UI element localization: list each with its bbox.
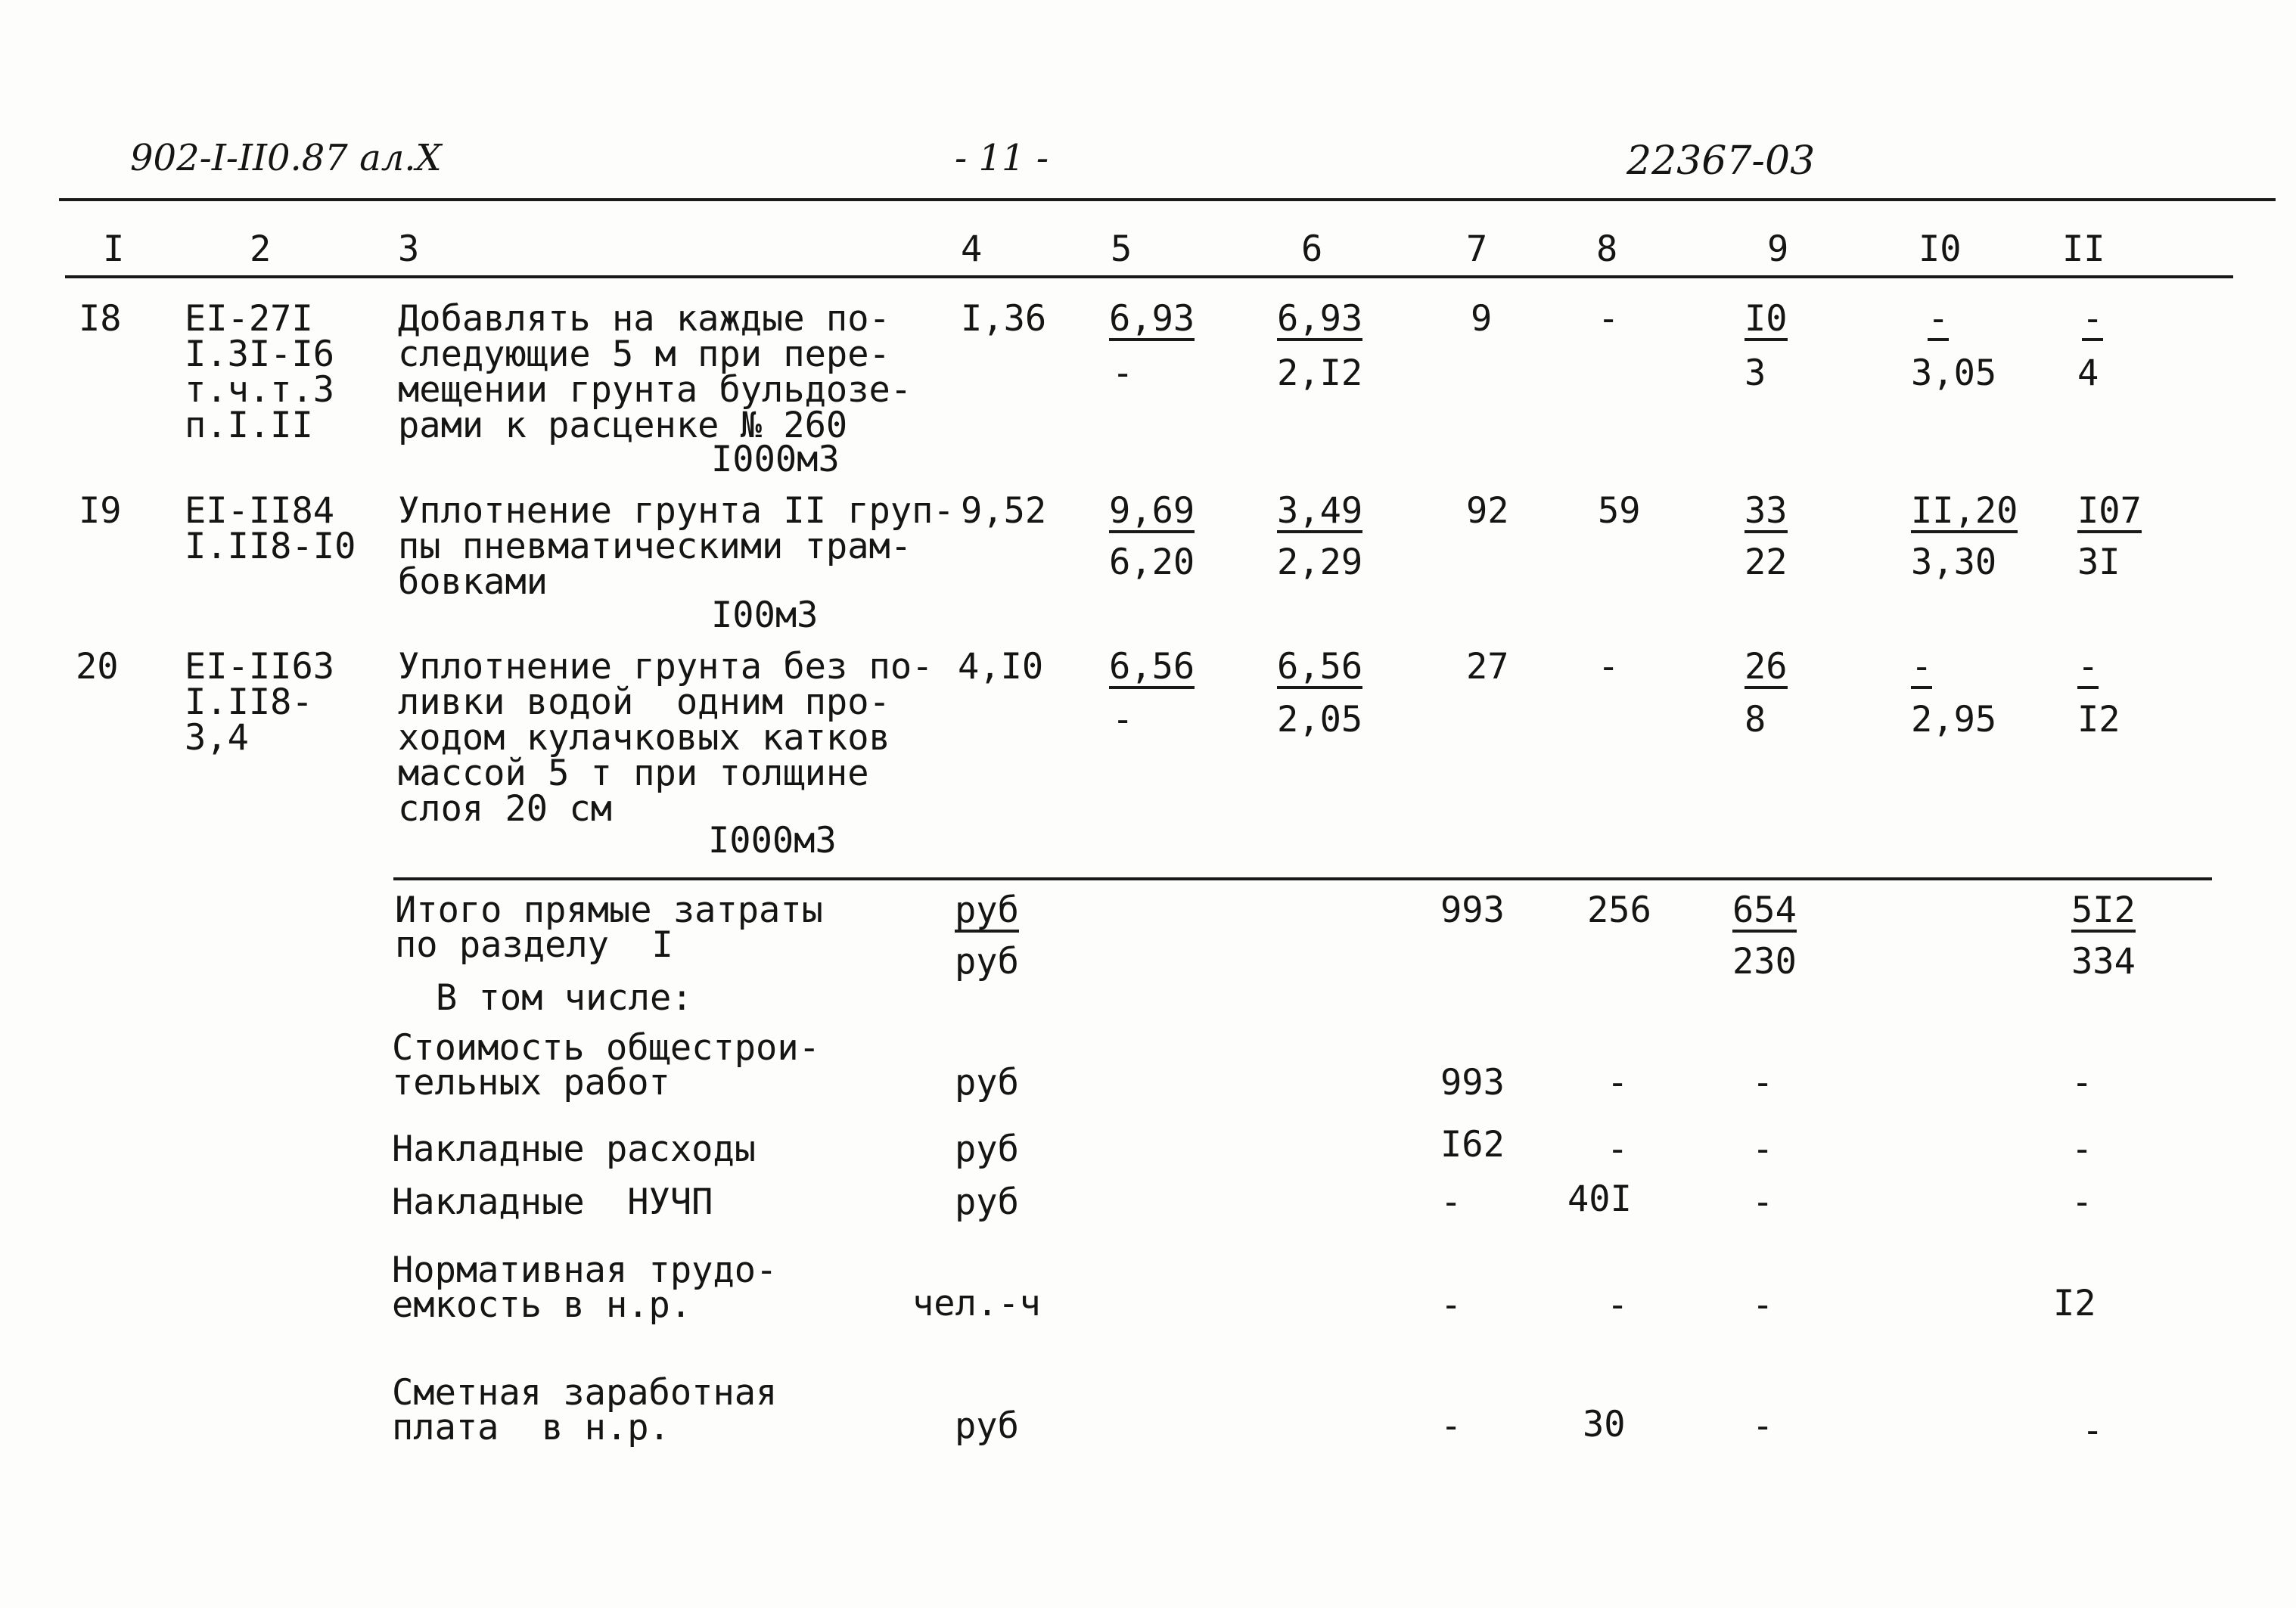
column-header-1: I xyxy=(103,228,125,270)
column-header-rule xyxy=(65,275,2233,278)
summary-item-label: Сметная заработная xyxy=(392,1372,778,1414)
summary-unit-bottom: руб xyxy=(955,941,1019,982)
summary-unit-top: руб xyxy=(955,889,1019,931)
total-cost: 9 xyxy=(1471,298,1493,340)
unit-wages-top: 6,93 xyxy=(1277,298,1363,340)
document-number: 22367-03 xyxy=(1626,138,1816,184)
column-header-3: 3 xyxy=(398,228,420,270)
unit-wages-bottom: 2,05 xyxy=(1277,699,1363,740)
column-header-11: II xyxy=(2062,228,2105,270)
unit-cost-machinery: 6,20 xyxy=(1109,542,1195,583)
measure-unit: I000м3 xyxy=(708,820,837,861)
work-description-line: слоя 20 см xyxy=(398,788,612,830)
rate-code-line: EI-27I xyxy=(185,298,313,340)
column-header-5: 5 xyxy=(1111,228,1132,270)
rate-code-line: т.ч.т.3 xyxy=(185,369,335,411)
summary-title-line: Итого прямые затраты xyxy=(395,889,823,931)
summary-col9-top: 654 xyxy=(1732,889,1797,931)
page-number: - 11 - xyxy=(955,137,1049,179)
summary-item-label: Нормативная трудо- xyxy=(392,1249,778,1291)
rate-code-line: п.I.II xyxy=(185,405,313,446)
rate-code-line: I.II8-I0 xyxy=(185,526,356,567)
summary-item-col11: - xyxy=(2082,1410,2104,1451)
summary-item-label: тельных работ xyxy=(392,1062,670,1104)
work-description-line: массой 5 т при толщине xyxy=(398,753,869,794)
col10-bottom: 3,30 xyxy=(1911,542,1997,583)
unit-wages-bottom: 2,29 xyxy=(1277,542,1363,583)
summary-item-col11: - xyxy=(2071,1181,2093,1223)
col11-bottom: 4 xyxy=(2077,352,2099,394)
summary-item-col7: I62 xyxy=(1440,1124,1505,1166)
summary-item-col7: 993 xyxy=(1440,1062,1505,1104)
column-header-6: 6 xyxy=(1301,228,1323,270)
summary-item-col9: - xyxy=(1752,1181,1774,1223)
summary-item-col7: - xyxy=(1440,1284,1462,1326)
summary-item-col8: 40I xyxy=(1567,1178,1632,1220)
work-description-line: следующие 5 м при пере- xyxy=(398,334,890,375)
summary-item-col7: - xyxy=(1440,1181,1462,1223)
summary-item-col8: - xyxy=(1607,1284,1629,1326)
summary-item-col11: I2 xyxy=(2053,1283,2096,1324)
summary-item-col8: - xyxy=(1607,1128,1629,1170)
total-wages: 59 xyxy=(1598,490,1641,532)
summary-title-line: по разделу I xyxy=(395,924,673,966)
summary-item-label: Стоимость общестрои- xyxy=(392,1027,820,1069)
summary-item-col11: - xyxy=(2071,1128,2093,1170)
work-description-line: ливки водой одним про- xyxy=(398,681,890,723)
rate-code-line: 3,4 xyxy=(185,717,249,759)
summary-item-col8: - xyxy=(1607,1062,1629,1104)
col9-bottom: 3 xyxy=(1745,352,1766,394)
column-header-9: 9 xyxy=(1767,228,1789,270)
summary-item-unit: чел.-ч xyxy=(912,1283,1041,1324)
col11-top: I07 xyxy=(2077,490,2142,532)
summary-item-label: емкость в н.р. xyxy=(392,1284,692,1326)
work-description-line: мещении грунта бульдозе- xyxy=(398,369,912,411)
summary-total-wages: 256 xyxy=(1587,889,1651,931)
col10-bottom: 2,95 xyxy=(1911,699,1997,740)
column-header-4: 4 xyxy=(961,228,983,270)
total-cost: 27 xyxy=(1466,646,1509,688)
work-description-line: ходом кулачковых катков xyxy=(398,717,890,759)
col10-top: II,20 xyxy=(1911,490,2018,532)
summary-col11-top: 5I2 xyxy=(2071,889,2136,931)
summary-rule xyxy=(393,877,2212,880)
quantity: 9,52 xyxy=(961,490,1047,532)
summary-col11-bottom: 334 xyxy=(2071,941,2136,982)
col9-bottom: 8 xyxy=(1745,699,1766,740)
including-label: В том числе: xyxy=(436,977,693,1019)
summary-item-col9: - xyxy=(1752,1284,1774,1326)
col11-top: - xyxy=(2077,646,2099,688)
summary-item-unit: руб xyxy=(955,1062,1019,1104)
column-header-7: 7 xyxy=(1466,228,1488,270)
measure-unit: I000м3 xyxy=(711,439,840,480)
summary-item-unit: руб xyxy=(955,1405,1019,1447)
column-header-2: 2 xyxy=(250,228,272,270)
unit-wages-bottom: 2,I2 xyxy=(1277,352,1363,394)
col11-bottom: 3I xyxy=(2077,542,2120,583)
total-wages: - xyxy=(1598,298,1620,340)
measure-unit: I00м3 xyxy=(711,594,819,636)
summary-item-col9: - xyxy=(1752,1405,1774,1447)
col10-top: - xyxy=(1928,298,1950,340)
rate-code-line: I.3I-I6 xyxy=(185,334,335,375)
unit-cost-total: 6,93 xyxy=(1109,298,1195,340)
row-number: I8 xyxy=(79,298,122,340)
row-number: I9 xyxy=(79,490,122,532)
column-header-10: I0 xyxy=(1919,228,1962,270)
quantity: I,36 xyxy=(961,298,1047,340)
summary-item-unit: руб xyxy=(955,1181,1019,1223)
total-cost: 92 xyxy=(1466,490,1509,532)
header-rule xyxy=(59,198,2276,201)
summary-item-col11: - xyxy=(2071,1062,2093,1104)
col9-bottom: 22 xyxy=(1745,542,1788,583)
summary-col9-bottom: 230 xyxy=(1732,941,1797,982)
unit-cost-machinery: - xyxy=(1112,699,1134,740)
col11-bottom: I2 xyxy=(2077,699,2120,740)
col11-top: - xyxy=(2082,298,2104,340)
col9-top: I0 xyxy=(1745,298,1788,340)
rate-code-line: EI-II63 xyxy=(185,646,335,688)
summary-item-unit: руб xyxy=(955,1128,1019,1170)
unit-wages-top: 3,49 xyxy=(1277,490,1363,532)
unit-cost-total: 9,69 xyxy=(1109,490,1195,532)
document-code: 902-I-II0.87 ал.Х xyxy=(130,137,442,179)
work-description-line: рами к расценке № 260 xyxy=(398,405,848,446)
unit-cost-machinery: - xyxy=(1112,352,1134,394)
rate-code-line: EI-II84 xyxy=(185,490,335,532)
column-header-8: 8 xyxy=(1596,228,1618,270)
summary-item-col9: - xyxy=(1752,1128,1774,1170)
work-description-line: Уплотнение грунта без по- xyxy=(398,646,934,688)
summary-item-label: плата в н.р. xyxy=(392,1407,670,1448)
summary-item-col9: - xyxy=(1752,1062,1774,1104)
col9-top: 26 xyxy=(1745,646,1788,688)
unit-wages-top: 6,56 xyxy=(1277,646,1363,688)
summary-item-label: Накладные расходы xyxy=(392,1128,757,1170)
quantity: 4,I0 xyxy=(958,646,1044,688)
work-description-line: бовками xyxy=(398,561,548,603)
summary-item-col7: - xyxy=(1440,1405,1462,1447)
col9-top: 33 xyxy=(1745,490,1788,532)
col10-top: - xyxy=(1911,646,1933,688)
total-wages: - xyxy=(1598,646,1620,688)
summary-item-col8: 30 xyxy=(1583,1404,1626,1445)
rate-code-line: I.II8- xyxy=(185,681,313,723)
work-description-line: Уплотнение грунта II груп- xyxy=(398,490,955,532)
unit-cost-total: 6,56 xyxy=(1109,646,1195,688)
summary-total-cost: 993 xyxy=(1440,889,1505,931)
row-number: 20 xyxy=(76,646,119,688)
work-description-line: пы пневматическими трам- xyxy=(398,526,912,567)
col10-bottom: 3,05 xyxy=(1911,352,1997,394)
summary-item-label: Накладные НУЧП xyxy=(392,1181,713,1223)
work-description-line: Добавлять на каждые по- xyxy=(398,298,890,340)
